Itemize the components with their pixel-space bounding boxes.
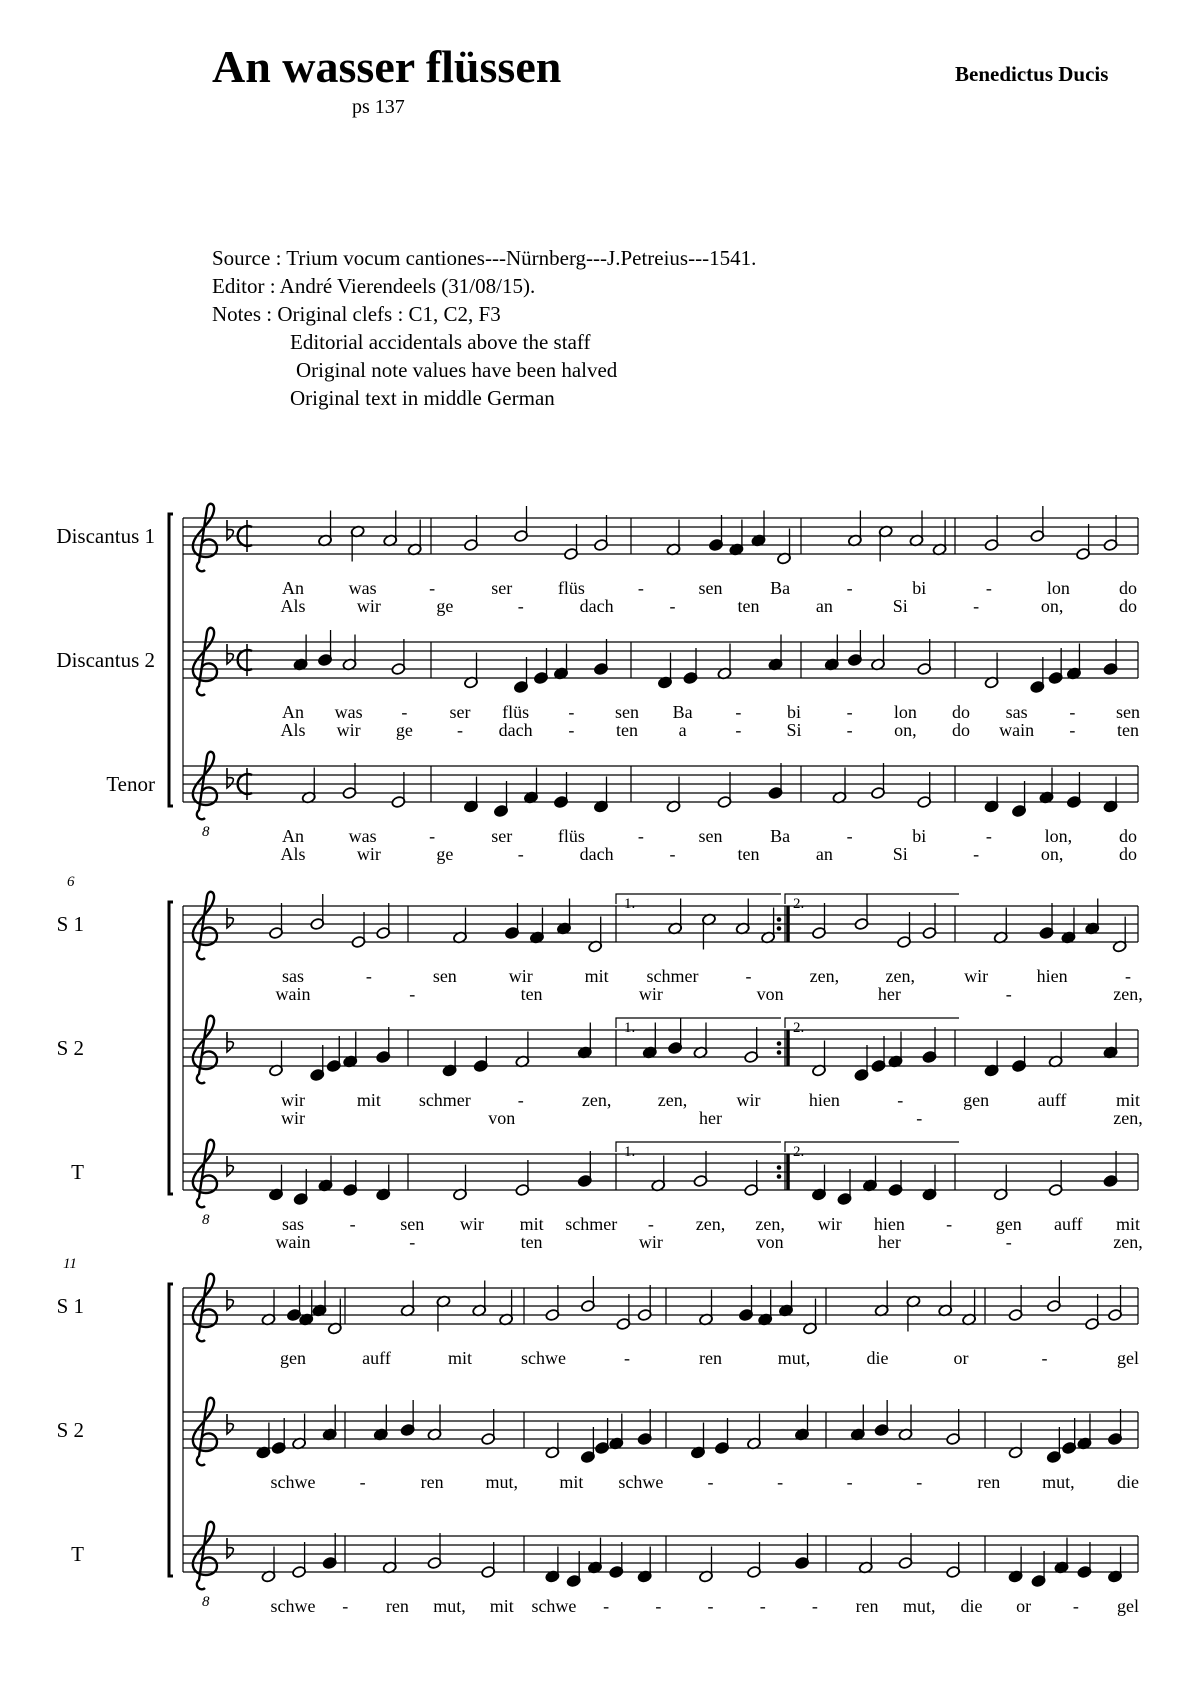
flat-sign-icon bbox=[227, 1414, 233, 1434]
lyric-syllable: or bbox=[953, 1348, 969, 1368]
lyric-syllable: Als bbox=[280, 844, 306, 864]
lyric-syllable: - bbox=[429, 578, 436, 598]
lyric-syllable: schmer bbox=[565, 1214, 618, 1234]
lyric-syllable: Si bbox=[892, 844, 908, 864]
lyric-syllable: ten bbox=[616, 720, 638, 740]
lyric-syllable: - bbox=[759, 1596, 766, 1616]
treble-clef-icon bbox=[193, 1274, 217, 1342]
lyric-syllable: ge bbox=[436, 596, 454, 616]
lyric-syllable: - bbox=[985, 826, 992, 846]
octave-mark: 8 bbox=[202, 1594, 210, 1610]
lyric-syllable: - bbox=[342, 1596, 349, 1616]
volta-label: 2. bbox=[793, 1144, 805, 1160]
lyric-syllable: mit bbox=[519, 1214, 544, 1234]
lyric-syllable: - bbox=[985, 578, 992, 598]
lyric-syllable: - bbox=[846, 702, 853, 722]
lyric-syllable: sas bbox=[282, 966, 304, 986]
lyric-syllable: - bbox=[365, 966, 372, 986]
lyric-syllable: flüs bbox=[502, 702, 530, 722]
lyric-syllable: - bbox=[846, 826, 853, 846]
lyric-syllable: mut, bbox=[1042, 1472, 1075, 1492]
lyric-syllable: mit bbox=[584, 966, 609, 986]
lyric-syllable: wir bbox=[336, 720, 361, 740]
volta-bracket bbox=[785, 894, 959, 904]
lyric-syllable: mit bbox=[447, 1348, 473, 1368]
part-name: S 1 bbox=[56, 1294, 84, 1318]
lyric-syllable: Ba bbox=[770, 826, 791, 846]
lyric-syllable: - bbox=[429, 826, 436, 846]
editor-note: Editor : André Vierendeels (31/08/15). bbox=[212, 274, 536, 298]
lyric-syllable: wain bbox=[275, 1232, 311, 1252]
lyric-syllable: wir bbox=[638, 1232, 663, 1252]
source-note: Source : Trium vocum cantiones---Nürnberg---J.Petreius---1541. bbox=[212, 246, 757, 270]
lyric-syllable: was bbox=[334, 702, 363, 722]
treble-clef-icon bbox=[193, 504, 217, 572]
treble-clef-icon bbox=[193, 1140, 217, 1208]
lyric-syllable: her bbox=[877, 984, 901, 1004]
lyric-syllable: was bbox=[348, 578, 377, 598]
lyric-syllable: an bbox=[815, 596, 833, 616]
flat-sign-icon bbox=[227, 1032, 233, 1052]
system-bracket bbox=[169, 902, 173, 1194]
lyric-syllable: - bbox=[647, 1214, 654, 1234]
lyric-syllable: schmer bbox=[418, 1090, 471, 1110]
lyric-syllable: Als bbox=[280, 596, 306, 616]
lyric-syllable: die bbox=[1117, 1472, 1139, 1492]
octave-mark: 8 bbox=[202, 824, 210, 840]
lyric-syllable: - bbox=[349, 1214, 356, 1234]
treble-clef-icon bbox=[193, 752, 217, 820]
lyric-syllable: an bbox=[815, 844, 833, 864]
lyric-syllable: gen bbox=[995, 1214, 1022, 1234]
lyric-syllable: ser bbox=[491, 578, 513, 598]
lyric-syllable: mut, bbox=[433, 1596, 466, 1616]
flat-sign-icon bbox=[227, 644, 233, 664]
lyric-syllable: a bbox=[678, 720, 687, 740]
lyric-syllable: die bbox=[866, 1348, 889, 1368]
treble-clef-icon bbox=[193, 628, 217, 696]
lyric-syllable: - bbox=[624, 1348, 630, 1368]
lyric-syllable: - bbox=[1041, 1348, 1048, 1368]
lyric-syllable: lon bbox=[893, 702, 917, 722]
lyric-syllable: auff bbox=[362, 1348, 391, 1368]
lyric-syllable: gen bbox=[963, 1090, 990, 1110]
lyric-syllable: mit bbox=[1115, 1090, 1141, 1110]
lyric-syllable: wir bbox=[356, 844, 381, 864]
lyric-syllable: bi bbox=[912, 826, 927, 846]
lyric-syllable: - bbox=[669, 596, 676, 616]
lyric-syllable: ten bbox=[737, 596, 760, 616]
lyric-syllable: wir bbox=[508, 966, 533, 986]
lyric-syllable: on, bbox=[1040, 596, 1064, 616]
lyric-syllable: her bbox=[699, 1108, 722, 1128]
lyric-syllable: - bbox=[1005, 984, 1012, 1004]
lyric-syllable: lon bbox=[1046, 578, 1070, 598]
lyric-syllable: mut, bbox=[777, 1348, 811, 1368]
piece-title: An wasser flüssen bbox=[212, 41, 562, 92]
part-name: S 2 bbox=[56, 1418, 84, 1442]
lyric-syllable: auff bbox=[1037, 1090, 1067, 1110]
lyric-syllable: do bbox=[1119, 826, 1137, 846]
lyric-syllable: - bbox=[603, 1596, 610, 1616]
octave-mark: 8 bbox=[202, 1212, 210, 1228]
lyric-syllable: zen, bbox=[1113, 1232, 1143, 1252]
lyric-syllable: - bbox=[1069, 720, 1076, 740]
lyric-syllable: do bbox=[952, 720, 970, 740]
lyric-syllable: ten bbox=[520, 984, 543, 1004]
lyric-syllable: - bbox=[1125, 966, 1131, 986]
lyric-syllable: - bbox=[973, 844, 980, 864]
lyric-syllable: ser bbox=[449, 702, 471, 722]
lyric-syllable: ten bbox=[520, 1232, 543, 1252]
piece-subtitle: ps 137 bbox=[352, 96, 405, 118]
volta-label: 2. bbox=[793, 1020, 805, 1036]
lyric-syllable: her bbox=[877, 1232, 901, 1252]
lyric-syllable: mit bbox=[559, 1472, 584, 1492]
lyric-syllable: or bbox=[1016, 1596, 1032, 1616]
lyric-syllable: on, bbox=[894, 720, 917, 740]
lyric-syllable: wain bbox=[999, 720, 1035, 740]
lyric-syllable: - bbox=[735, 720, 742, 740]
lyric-syllable: wir bbox=[964, 966, 989, 986]
lyric-syllable: do bbox=[1119, 844, 1137, 864]
lyric-syllable: - bbox=[669, 844, 676, 864]
lyric-syllable: - bbox=[655, 1596, 662, 1616]
lyric-syllable: gen bbox=[280, 1348, 306, 1368]
lyric-syllable: Si bbox=[786, 720, 802, 740]
flat-sign-icon bbox=[227, 520, 233, 540]
lyric-syllable: ge bbox=[395, 720, 413, 740]
lyric-syllable: auff bbox=[1054, 1214, 1083, 1234]
repeat-dot bbox=[777, 917, 782, 922]
measure-number: 6 bbox=[67, 874, 75, 890]
lyric-syllable: wir bbox=[281, 1090, 305, 1110]
volta-label: 1. bbox=[624, 1020, 636, 1036]
repeat-dot bbox=[777, 1165, 782, 1170]
part-name: Discantus 1 bbox=[56, 524, 155, 548]
lyric-syllable: An bbox=[282, 826, 304, 846]
lyric-syllable: - bbox=[946, 1214, 953, 1234]
flat-sign-icon bbox=[227, 768, 233, 788]
volta-bracket bbox=[616, 894, 781, 904]
part-name: Discantus 2 bbox=[56, 648, 155, 672]
lyric-syllable: zen, bbox=[1113, 1108, 1143, 1128]
lyric-syllable: ren bbox=[385, 1596, 409, 1616]
lyric-syllable: An bbox=[282, 578, 304, 598]
volta-bracket bbox=[785, 1018, 959, 1028]
flat-sign-icon bbox=[227, 908, 233, 928]
lyric-syllable: wir bbox=[459, 1214, 484, 1234]
lyric-syllable: Als bbox=[280, 720, 306, 740]
lyric-syllable: An bbox=[282, 702, 304, 722]
lyric-syllable: zen, bbox=[1113, 984, 1143, 1004]
lyric-syllable: - bbox=[973, 596, 980, 616]
lyric-syllable: - bbox=[637, 578, 644, 598]
lyric-syllable: do bbox=[1119, 578, 1137, 598]
treble-clef-icon bbox=[193, 1016, 217, 1084]
lyric-syllable: ren bbox=[977, 1472, 1001, 1492]
lyric-syllable: sen bbox=[400, 1214, 425, 1234]
system-bracket bbox=[169, 1284, 173, 1576]
part-name: S 1 bbox=[56, 912, 84, 936]
lyric-syllable: - bbox=[846, 578, 853, 598]
lyric-syllable: schwe bbox=[531, 1596, 577, 1616]
lyric-syllable: mit bbox=[489, 1596, 514, 1616]
accidentals-note: Editorial accidentals above the staff bbox=[290, 330, 591, 354]
lyric-syllable: - bbox=[1069, 702, 1076, 722]
lyric-syllable: schwe bbox=[521, 1348, 566, 1368]
lyric-syllable: zen, bbox=[581, 1090, 612, 1110]
composer-name: Benedictus Ducis bbox=[955, 62, 1109, 86]
measure-number: 11 bbox=[63, 1256, 77, 1272]
lyric-syllable: zen, bbox=[695, 1214, 726, 1234]
lyric-syllable: sas bbox=[282, 1214, 304, 1234]
lyric-syllable: ten bbox=[737, 844, 760, 864]
treble-clef-icon bbox=[193, 892, 217, 960]
lyric-syllable: von bbox=[756, 984, 784, 1004]
lyric-syllable: - bbox=[745, 966, 752, 986]
lyric-syllable: hien bbox=[873, 1214, 905, 1234]
lyric-syllable: schwe bbox=[618, 1472, 664, 1492]
lyric-syllable: sen bbox=[432, 966, 457, 986]
lyric-syllable: wir bbox=[281, 1108, 305, 1128]
lyric-syllable: - bbox=[811, 1596, 818, 1616]
lyric-syllable: dach bbox=[579, 844, 614, 864]
lyric-syllable: - bbox=[707, 1472, 714, 1492]
volta-label: 2. bbox=[793, 896, 805, 912]
flat-sign-icon bbox=[227, 1290, 233, 1310]
part-name: T bbox=[71, 1542, 84, 1566]
volta-label: 1. bbox=[624, 896, 636, 912]
lyric-syllable: zen, bbox=[755, 1214, 785, 1234]
treble-clef-icon bbox=[193, 1522, 217, 1590]
volta-bracket bbox=[616, 1142, 781, 1152]
lyric-syllable: - bbox=[359, 1472, 366, 1492]
lyric-syllable: mut, bbox=[902, 1596, 936, 1616]
lyric-syllable: flüs bbox=[557, 826, 585, 846]
lyric-syllable: sas bbox=[1005, 702, 1028, 722]
lyric-syllable: Si bbox=[892, 596, 908, 616]
lyric-syllable: bi bbox=[786, 702, 802, 722]
lyric-syllable: wain bbox=[275, 984, 311, 1004]
lyric-syllable: schwe bbox=[270, 1472, 316, 1492]
lyric-syllable: - bbox=[1072, 1596, 1079, 1616]
lyric-syllable: bi bbox=[912, 578, 927, 598]
lyric-syllable: Ba bbox=[672, 702, 693, 722]
lyric-syllable: wir bbox=[638, 984, 663, 1004]
lyric-syllable: - bbox=[568, 702, 575, 722]
lyric-syllable: zen, bbox=[809, 966, 840, 986]
repeat-dot bbox=[777, 1041, 782, 1046]
lyric-syllable: - bbox=[1005, 1232, 1012, 1252]
lyric-syllable: sen bbox=[698, 826, 723, 846]
treble-clef-icon bbox=[193, 1398, 217, 1466]
lyric-syllable: zen, bbox=[885, 966, 916, 986]
lyric-syllable: ren bbox=[855, 1596, 879, 1616]
text-note: Original text in middle German bbox=[290, 386, 555, 410]
lyric-syllable: - bbox=[517, 1090, 524, 1110]
volta-label: 1. bbox=[624, 1144, 636, 1160]
lyric-syllable: was bbox=[348, 826, 377, 846]
lyric-syllable: do bbox=[1119, 596, 1137, 616]
part-name: S 2 bbox=[56, 1036, 84, 1060]
lyric-syllable: von bbox=[756, 1232, 784, 1252]
lyric-syllable: dach bbox=[498, 720, 533, 740]
lyric-syllable: mut, bbox=[485, 1472, 519, 1492]
lyric-syllable: - bbox=[457, 720, 463, 740]
lyric-syllable: - bbox=[897, 1090, 904, 1110]
lyric-syllable: gel bbox=[1117, 1348, 1139, 1368]
lyric-syllable: gel bbox=[1117, 1596, 1139, 1616]
volta-bracket bbox=[785, 1142, 959, 1152]
lyric-syllable: - bbox=[916, 1472, 923, 1492]
flat-sign-icon bbox=[227, 1156, 233, 1176]
repeat-dot bbox=[777, 926, 782, 931]
lyric-syllable: wir bbox=[356, 596, 381, 616]
lyric-syllable: mit bbox=[356, 1090, 381, 1110]
lyric-syllable: die bbox=[960, 1596, 983, 1616]
lyric-syllable: ren bbox=[420, 1472, 444, 1492]
lyric-syllable: - bbox=[777, 1472, 784, 1492]
lyric-syllable: hien bbox=[808, 1090, 840, 1110]
lyric-syllable: - bbox=[401, 702, 408, 722]
lyric-syllable: mit bbox=[1115, 1214, 1141, 1234]
lyric-syllable: - bbox=[735, 702, 742, 722]
repeat-dot bbox=[777, 1050, 782, 1055]
lyric-syllable: - bbox=[846, 720, 853, 740]
lyric-syllable: ten bbox=[1117, 720, 1139, 740]
lyric-syllable: - bbox=[707, 1596, 714, 1616]
lyric-syllable: - bbox=[846, 1472, 853, 1492]
note-values-note: Original note values have been halved bbox=[296, 358, 618, 382]
lyric-syllable: dach bbox=[579, 596, 614, 616]
lyric-syllable: lon, bbox=[1044, 826, 1073, 846]
lyric-syllable: ser bbox=[491, 826, 513, 846]
lyric-syllable: hien bbox=[1036, 966, 1068, 986]
lyric-syllable: wir bbox=[736, 1090, 761, 1110]
lyric-syllable: sen bbox=[1116, 702, 1140, 722]
lyric-syllable: von bbox=[488, 1108, 516, 1128]
clefs-note: Notes : Original clefs : C1, C2, F3 bbox=[212, 302, 501, 326]
lyric-syllable: ge bbox=[436, 844, 454, 864]
lyric-syllable: sen bbox=[615, 702, 639, 722]
lyric-syllable: sen bbox=[698, 578, 723, 598]
lyric-syllable: - bbox=[517, 844, 524, 864]
system-bracket bbox=[169, 514, 173, 806]
part-name: Tenor bbox=[106, 772, 155, 796]
lyric-syllable: schwe bbox=[270, 1596, 316, 1616]
lyric-syllable: - bbox=[637, 826, 644, 846]
lyric-syllable: - bbox=[409, 984, 416, 1004]
flat-sign-icon bbox=[227, 1538, 233, 1558]
lyric-syllable: - bbox=[517, 596, 524, 616]
part-name: T bbox=[71, 1160, 84, 1184]
lyric-syllable: Ba bbox=[770, 578, 791, 598]
lyric-syllable: do bbox=[952, 702, 970, 722]
volta-bracket bbox=[616, 1018, 781, 1028]
lyric-syllable: schmer bbox=[646, 966, 699, 986]
lyric-syllable: wir bbox=[817, 1214, 842, 1234]
lyric-syllable: - bbox=[568, 720, 575, 740]
lyric-syllable: ren bbox=[699, 1348, 722, 1368]
lyric-syllable: - bbox=[409, 1232, 416, 1252]
repeat-dot bbox=[777, 1174, 782, 1179]
lyric-syllable: flüs bbox=[557, 578, 585, 598]
lyric-syllable: zen, bbox=[657, 1090, 688, 1110]
lyric-syllable: - bbox=[916, 1108, 923, 1128]
lyric-syllable: on, bbox=[1040, 844, 1064, 864]
